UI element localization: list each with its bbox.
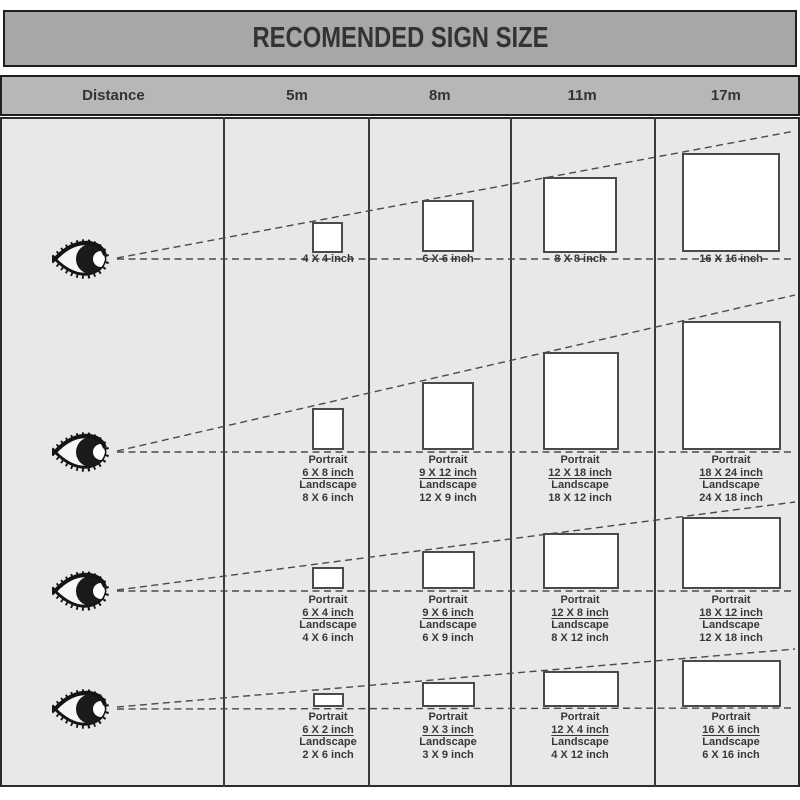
eye-icon — [52, 231, 110, 287]
sign-12x4-banner — [543, 671, 619, 707]
orientation-text: Portrait — [560, 711, 600, 723]
sign-size-label — [666, 454, 796, 504]
sign-4x4 — [312, 222, 343, 253]
orientation-text: Landscape — [551, 619, 609, 631]
column-divider-3 — [510, 117, 512, 787]
size-text: 4 X 12 inch — [551, 748, 609, 761]
size-text: 16 X 16 inch — [699, 253, 763, 265]
sign-16x6-banner — [682, 660, 781, 707]
size-text: 8 X 12 inch — [551, 631, 609, 644]
size-text: 9 X 6 inch — [422, 606, 474, 619]
orientation-text: Portrait — [560, 594, 600, 606]
sign-9x3-banner — [422, 682, 475, 707]
sign-size-label — [666, 594, 796, 644]
orientation-text: Landscape — [419, 736, 477, 748]
size-text: 8 X 6 inch — [302, 491, 354, 504]
size-text: 4 X 6 inch — [302, 631, 354, 644]
sign-6x8-portrait — [312, 408, 344, 450]
size-text: 6 X 16 inch — [702, 748, 760, 761]
size-text: 3 X 9 inch — [422, 748, 474, 761]
orientation-text: Landscape — [299, 736, 357, 748]
orientation-text: Landscape — [299, 479, 357, 491]
size-text: 6 X 9 inch — [422, 631, 474, 644]
column-header-17m: 17m — [710, 87, 741, 104]
distance-header-band — [0, 75, 800, 116]
size-text: 16 X 6 inch — [702, 723, 760, 736]
size-text: 12 X 9 inch — [419, 491, 477, 504]
orientation-text: Landscape — [551, 479, 609, 491]
column-header-8m: 8m — [428, 87, 451, 104]
sign-9x12-portrait — [422, 382, 474, 450]
orientation-text: Landscape — [702, 479, 760, 491]
sign-size-label — [666, 253, 796, 266]
size-text: 9 X 12 inch — [419, 466, 477, 479]
column-divider-2 — [368, 117, 370, 787]
orientation-text: Portrait — [711, 711, 751, 723]
sign-size-label — [383, 253, 513, 266]
sign-size-label — [263, 253, 393, 266]
orientation-text: Portrait — [711, 454, 751, 466]
size-text: 9 X 3 inch — [422, 723, 474, 736]
sign-8x8 — [543, 177, 617, 253]
size-text: 12 X 18 inch — [699, 631, 763, 644]
sign-size-label — [666, 711, 796, 761]
orientation-text: Portrait — [308, 594, 348, 606]
sign-16x16 — [682, 153, 780, 252]
size-text: 8 X 8 inch — [554, 253, 606, 265]
sign-size-label — [263, 594, 393, 644]
sign-size-label — [515, 454, 645, 504]
size-text: 4 X 4 inch — [302, 253, 354, 265]
size-text: 12 X 4 inch — [551, 723, 609, 736]
distance-column-header: Distance — [82, 87, 145, 104]
chart-body — [0, 117, 800, 787]
chart-title: RECOMENDED SIGN SIZE — [252, 22, 548, 54]
sign-size-label — [383, 454, 513, 504]
orientation-text: Landscape — [551, 736, 609, 748]
sign-6x6 — [422, 200, 474, 252]
orientation-text: Landscape — [702, 736, 760, 748]
eye-icon — [52, 681, 110, 737]
sign-size-label — [515, 253, 645, 266]
orientation-text: Portrait — [428, 711, 468, 723]
sign-size-label — [263, 454, 393, 504]
sign-size-label — [515, 711, 645, 761]
size-text: 12 X 8 inch — [551, 606, 609, 619]
orientation-text: Portrait — [428, 594, 468, 606]
orientation-text: Portrait — [711, 594, 751, 606]
size-text: 24 X 18 inch — [699, 491, 763, 504]
size-text: 6 X 4 inch — [302, 606, 354, 619]
size-text: 18 X 24 inch — [699, 466, 763, 479]
sign-size-label — [383, 711, 513, 761]
sign-18x12-landscape — [682, 517, 781, 589]
column-header-5m: 5m — [286, 87, 308, 104]
orientation-text: Landscape — [419, 619, 477, 631]
orientation-text: Landscape — [702, 619, 760, 631]
size-text: 18 X 12 inch — [548, 491, 612, 504]
eye-icon — [52, 563, 110, 619]
sign-size-label — [383, 594, 513, 644]
column-divider-4 — [654, 117, 656, 787]
sign-12x8-landscape — [543, 533, 619, 589]
sign-6x2-banner — [313, 693, 344, 707]
orientation-text: Portrait — [308, 711, 348, 723]
orientation-text: Portrait — [308, 454, 348, 466]
orientation-text: Landscape — [299, 619, 357, 631]
column-header-11m: 11m — [567, 87, 597, 104]
eye-icon — [52, 424, 110, 480]
orientation-text: Portrait — [428, 454, 468, 466]
size-text: 18 X 12 inch — [699, 606, 763, 619]
orientation-text: Portrait — [560, 454, 600, 466]
orientation-text: Landscape — [419, 479, 477, 491]
sign-size-label — [263, 711, 393, 761]
size-text: 6 X 8 inch — [302, 466, 354, 479]
chart-title-bar — [3, 10, 797, 67]
sign-18x24-portrait — [682, 321, 781, 450]
column-divider-1 — [223, 117, 225, 787]
size-text: 6 X 2 inch — [302, 723, 354, 736]
size-text: 2 X 6 inch — [302, 748, 354, 761]
size-text: 6 X 6 inch — [422, 253, 474, 265]
sign-size-label — [515, 594, 645, 644]
sign-12x18-portrait — [543, 352, 619, 450]
sign-6x4-landscape — [312, 567, 344, 589]
sign-9x6-landscape — [422, 551, 475, 589]
size-text: 12 X 18 inch — [548, 466, 612, 479]
